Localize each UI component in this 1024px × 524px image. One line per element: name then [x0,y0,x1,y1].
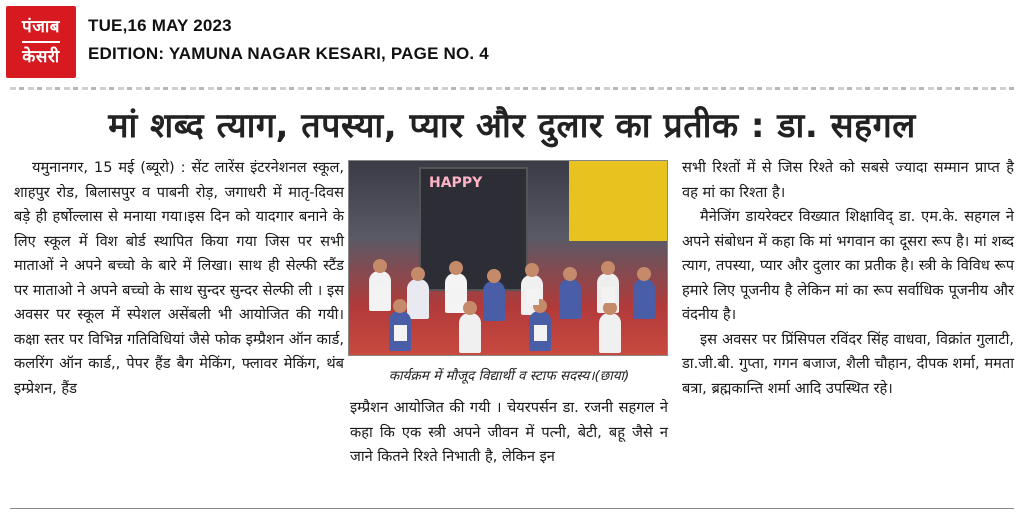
student-card [394,325,407,341]
student-face [411,267,425,281]
column-2-text: इम्प्रैशन आयोजित की गयी । चेयरपर्सन डा. रजनी सहगल ने कहा कि एक स्त्री अपने जीवन में पत्नी, बेटी, बहू जैसे न जाने कितने रिश्ते निभाती है, लेकिन इन [350,399,668,465]
student-face [525,263,539,277]
article-photo [348,160,668,356]
newspaper-logo [6,6,76,78]
student-face [601,261,615,275]
clipping-top-edge [10,84,1014,94]
column-3-paragraph-3: इस अवसर पर प्रिंसिपल रविंदर सिंह वाधवा, विक्रांत गुलाटी, डा.जी.बी. गुप्ता, गगन बजाज, शैली चौहान, दीपक शर्मा, ममता बत्रा, ब्रह्मकान्ति शर्मा आदि उपस्थित रहे। [682,330,1014,397]
student-face [487,269,501,283]
logo-line-1: पंजाब [22,17,60,37]
student-face [463,301,477,315]
student-face [449,261,463,275]
student-card [602,287,615,303]
student-figure [459,313,481,353]
student-figure [559,279,581,319]
student-face [563,267,577,281]
student-card [534,325,547,341]
article-column-2 [350,396,668,470]
publish-date: TUE,16 MAY 2023 [88,16,232,35]
photo-caption: कार्यक्रम में मौजूद विद्यार्थी व स्टाफ सदस्य।(छाया) [388,368,630,384]
article-column-3 [682,156,1014,401]
student-figure [633,279,655,319]
column-3-paragraph-1: सभी रिश्तों में से जिस रिश्ते को सबसे ज्यादा सम्मान प्राप्त है वह मां का रिश्ता है। [682,159,1014,201]
student-card [450,287,463,303]
article-headline: मां शब्द त्याग, तपस्या, प्यार और दुलार का प्रतीक : डा. सहगल [108,106,916,146]
student-card [374,285,387,301]
student-figure [407,279,429,319]
column-1-text: यमुनानगर, 15 मई (ब्यूरो) : सेंट लारेंस इंटरनेशनल स्कूल, शाहपुर रोड, बिलासपुर व पाबनी रोड़, जगाधरी में मातृ-दिवस बड़े ही हर्षोल्लास से मनाया गया।इस दिन को यादगार बनाने के लिए स्कूल में विश बोर्ड स्थापित किया गया जिस पर सभी माताओं ने अपने बच्चो के बारे में लिखा। साथ ही सेल्फी स्टैंड पर माताओ ने अपने बच्चो के साथ सुन्दर सुन्दर सेल्फी ली । इस अवसर पर स्कूल में स्पेशल असेंबली भी आयोजित की गयी।कक्षा स्तर पर विभिन्न गतिविधियां जैसे फोक इम्प्रैशन ऑन कार्ड, कलरिंग ऑन कार्ड,, पेपर हैंड बैग मेकिंग, फ्लावर मेकिंग, थंब इम्प्रेशन, हैंड [14,159,344,397]
article-column-1 [14,156,344,401]
logo-line-2: केसरी [22,41,59,69]
clipping-bottom-rule [10,508,1014,509]
photo-board-text: HAPPY [429,175,483,191]
student-card [526,289,539,305]
student-figure [599,313,621,353]
selfie-stand [569,161,667,241]
page-header [0,0,1024,84]
student-face [637,267,651,281]
student-face [393,299,407,313]
column-3-paragraph-2: मैनेजिंग डायरेक्टर विख्यात शिक्षाविद् डा. एम.के. सहगल ने अपने संबोधन में कहा कि मां भगवान का दूसरा रूप है। मां शब्द त्याग, तपस्या, प्यार और दुलार का प्रतीक है। स्त्री के विविध रूप हमारे लिए पूजनीय है लेकिन मां का रूप सर्वाधिक पूजनीय और वंदनीय है। [682,208,1014,323]
student-figure [483,281,505,321]
student-face [373,259,387,273]
edition-info: EDITION: YAMUNA NAGAR KESARI, PAGE NO. 4 [88,44,489,63]
student-face [603,301,617,315]
edition-meta [88,12,489,68]
